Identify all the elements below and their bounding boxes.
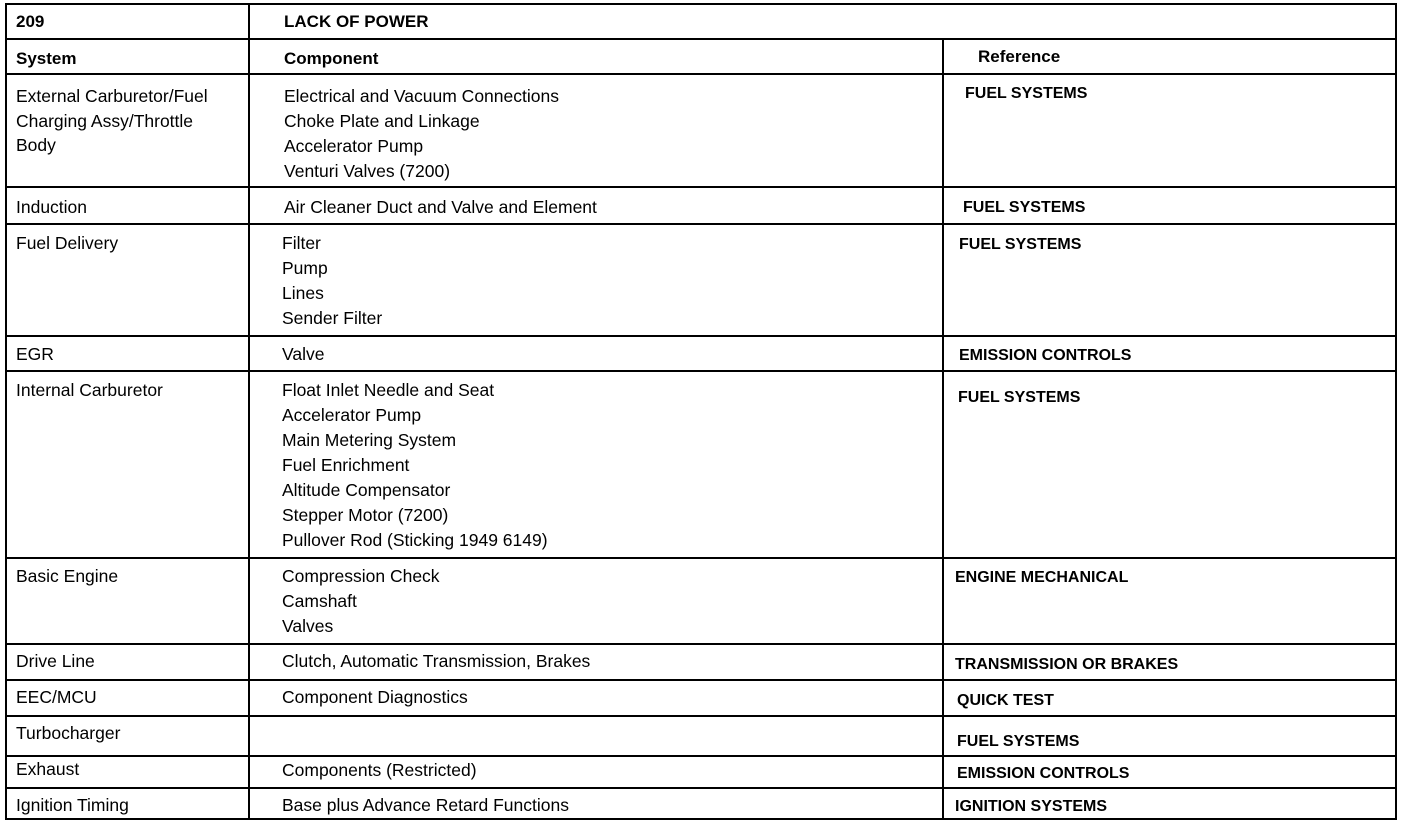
- rule-row-2: [5, 223, 1397, 225]
- component-cell: Valve: [282, 344, 325, 364]
- header-reference: Reference: [978, 47, 1061, 66]
- rule-row-4: [5, 370, 1397, 372]
- rule-row-9: [5, 755, 1397, 757]
- reference-cell: FUEL SYSTEMS: [959, 236, 1082, 253]
- component-cell: Components (Restricted): [282, 760, 477, 780]
- rule-title-bottom: [5, 38, 1397, 40]
- component-cell: Filter Pump Lines Sender Filter: [282, 233, 383, 328]
- table-title: LACK OF POWER: [284, 12, 429, 31]
- rule-row-7: [5, 679, 1397, 681]
- reference-cell: FUEL SYSTEMS: [965, 85, 1088, 102]
- component-cell: Base plus Advance Retard Functions: [282, 795, 569, 815]
- lack-of-power-table: [5, 3, 1397, 820]
- system-cell: Internal Carburetor: [16, 380, 163, 400]
- system-cell: EEC/MCU: [16, 687, 97, 707]
- component-cell: Component Diagnostics: [282, 687, 468, 707]
- system-cell: Basic Engine: [16, 566, 119, 586]
- system-cell: Turbocharger: [16, 723, 121, 743]
- component-cell: Clutch, Automatic Transmission, Brakes: [282, 651, 591, 671]
- table-code: 209: [16, 12, 45, 31]
- reference-cell: EMISSION CONTROLS: [957, 765, 1130, 782]
- reference-cell: FUEL SYSTEMS: [958, 389, 1081, 406]
- component-cell: Compression Check Camshaft Valves: [282, 566, 440, 636]
- rule-row-8: [5, 715, 1397, 717]
- rule-col-system: [248, 3, 250, 820]
- reference-cell: ENGINE MECHANICAL: [955, 569, 1129, 586]
- rule-row-6: [5, 643, 1397, 645]
- system-cell: External Carburetor/Fuel Charging Assy/Throttle Body: [16, 86, 208, 155]
- rule-header-bottom: [5, 73, 1397, 75]
- header-system: System: [16, 49, 77, 68]
- reference-cell: IGNITION SYSTEMS: [955, 798, 1108, 815]
- reference-cell: FUEL SYSTEMS: [957, 733, 1080, 750]
- component-cell: Float Inlet Needle and Seat Accelerator Pump Main Metering System Fuel Enrichment Altitude Compensator Stepper Motor (7200) Pullover Rod (Sticking 1949 6149): [282, 380, 548, 550]
- reference-cell: FUEL SYSTEMS: [963, 199, 1086, 216]
- component-cell: Air Cleaner Duct and Valve and Element: [284, 197, 597, 217]
- system-cell: Induction: [16, 197, 88, 217]
- rule-row-3: [5, 335, 1397, 337]
- system-cell: EGR: [16, 344, 54, 364]
- reference-cell: QUICK TEST: [957, 692, 1054, 709]
- reference-cell: TRANSMISSION OR BRAKES: [955, 656, 1179, 673]
- reference-cell: EMISSION CONTROLS: [959, 347, 1132, 364]
- component-cell: Electrical and Vacuum Connections Choke Plate and Linkage Accelerator Pump Venturi Valves (7200): [284, 86, 559, 181]
- rule-row-10: [5, 787, 1397, 789]
- rule-col-component: [942, 38, 944, 820]
- system-cell: Exhaust: [16, 759, 80, 779]
- system-cell: Fuel Delivery: [16, 233, 119, 253]
- rule-row-5: [5, 557, 1397, 559]
- header-component: Component: [284, 49, 379, 68]
- rule-row-1: [5, 186, 1397, 188]
- system-cell: Ignition Timing: [16, 795, 129, 815]
- system-cell: Drive Line: [16, 651, 95, 671]
